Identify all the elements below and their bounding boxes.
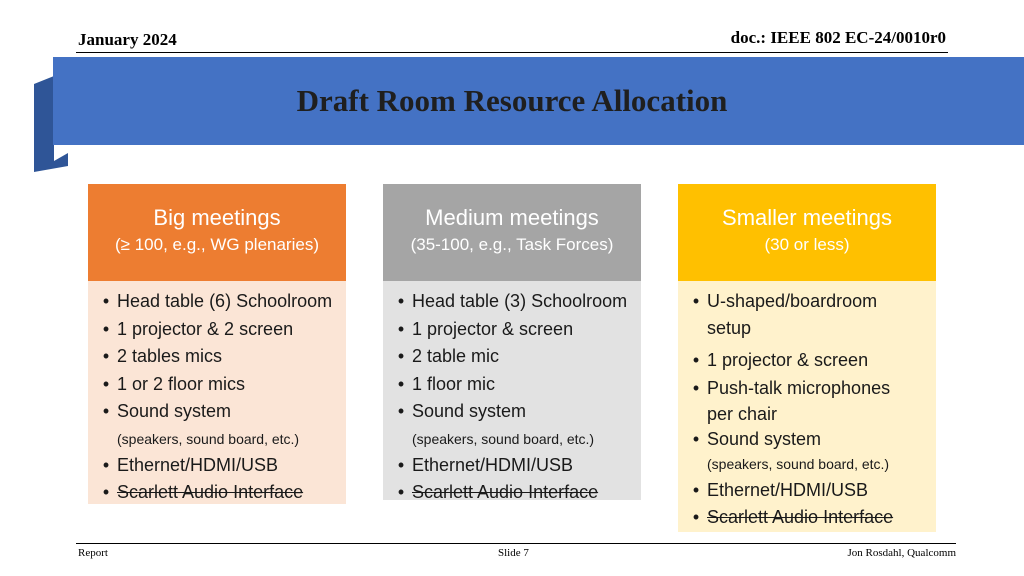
list-item: • Scarlett Audio Interface [102,482,304,502]
list-item: • Ethernet/HDMI/USB [397,454,574,475]
list-item: • 1 floor mic [397,373,496,394]
list-item: • Push-talk microphones per chair [692,377,891,424]
card-smaller-body [678,281,936,532]
header-date: January 2024 [78,30,177,49]
card-medium-meetings [383,184,641,500]
card-smaller-header [678,184,936,281]
footer-slide-number: Slide 7 [498,547,529,559]
footer-divider [76,543,956,544]
list-item: • 1 or 2 floor mics [102,373,246,394]
list-item: • Head table (3) Schoolroom [397,291,628,311]
card-big-title: Big meetings [153,205,281,230]
card-big-header [88,184,346,281]
list-item: • 2 tables mics [102,346,223,366]
card-medium-body [383,281,641,500]
card-smaller-meetings [678,184,936,532]
card-medium-title: Medium meetings [425,205,599,230]
list-item: • 1 projector & screen [692,350,869,370]
list-note: (speakers, sound board, etc.) [707,455,890,472]
list-item: • U-shaped/boardroom setup [692,291,878,338]
header-divider [76,52,948,53]
list-item: • 1 projector & screen [397,318,574,339]
list-item: • 1 projector & 2 screen [102,318,294,339]
list-item: • Sound system [397,401,527,421]
card-smaller-title: Smaller meetings [722,205,892,230]
slide-title: Draft Room Resource Allocation [296,83,728,118]
list-item: • 2 table mic [397,346,500,366]
card-medium-header [383,184,641,281]
list-item: • Sound system [692,428,822,449]
list-item: • Head table (6) Schoolroom [102,291,333,311]
header-doc-id: doc.: IEEE 802 EC-24/0010r0 [730,28,946,47]
list-note: (speakers, sound board, etc.) [117,430,300,447]
footer-author: Jon Rosdahl, Qualcomm [847,547,956,559]
card-big-body [88,281,346,504]
list-item: • Scarlett Audio Interface [692,507,894,527]
list-item: • Sound system [102,401,232,421]
list-item: • Ethernet/HDMI/USB [692,479,869,500]
card-medium-subtitle: (35-100, e.g., Task Forces) [410,235,614,254]
card-big-subtitle: (≥ 100, e.g., WG plenaries) [115,235,319,254]
list-note: (speakers, sound board, etc.) [412,430,595,447]
footer-left: Report [78,547,108,559]
card-big-meetings [88,184,346,504]
card-smaller-subtitle: (30 or less) [764,235,850,254]
list-item: • Ethernet/HDMI/USB [102,454,279,475]
list-item: • Scarlett Audio Interface [397,482,599,502]
